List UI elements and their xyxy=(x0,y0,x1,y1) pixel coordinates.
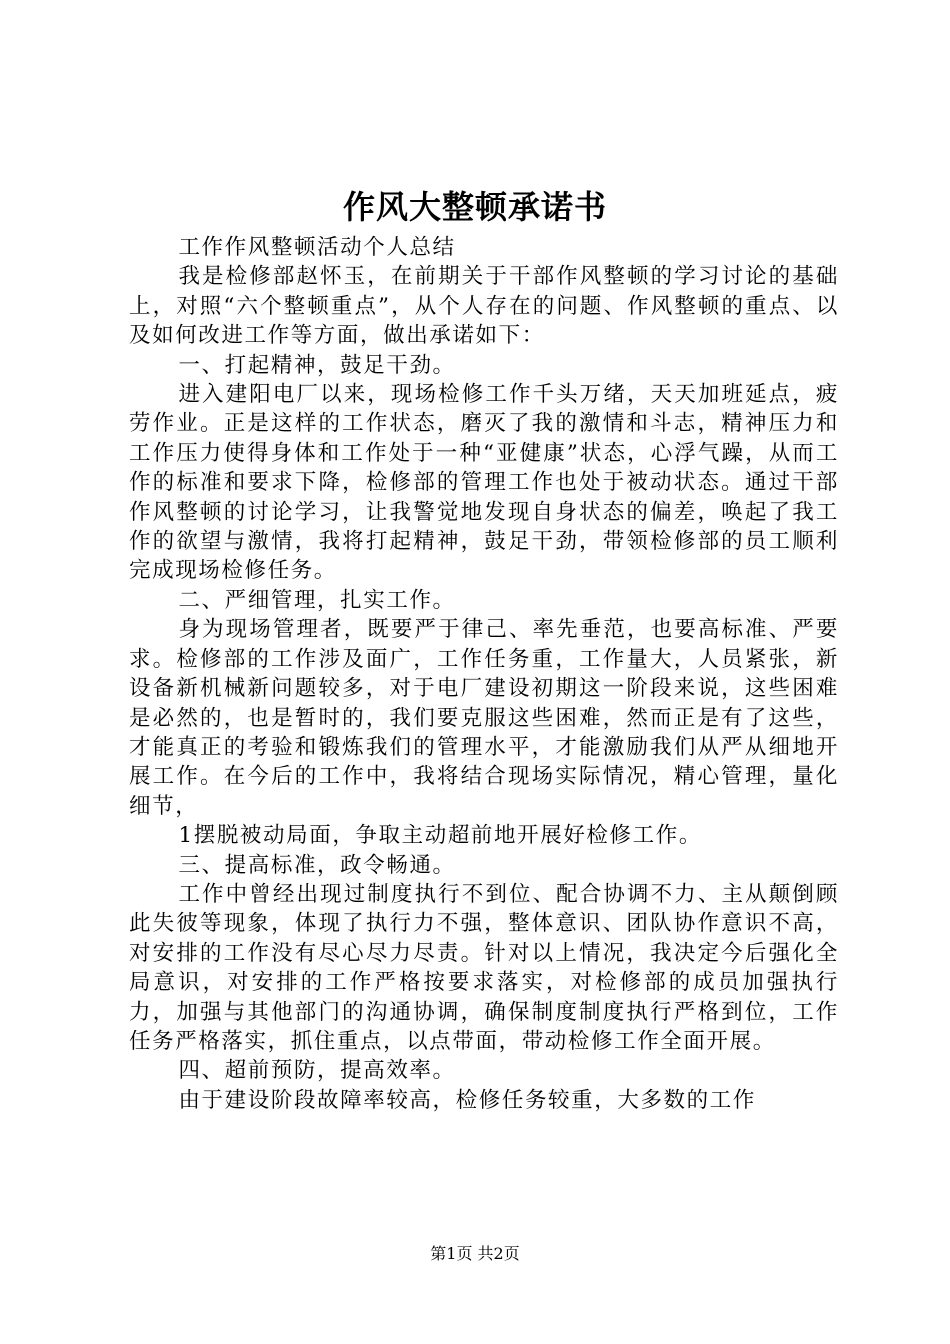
body-paragraph: 进入建阳电厂以来，现场检修工作千头万绪，天天加班延点，疲劳作业。正是这样的工作状态，磨灭了我的激情和斗志，精神压力和工作压力使得身体和工作处于一种“亚健康”状态，心浮气躁，从而工作的标准和要求下降，检修部的管理工作也处于被动状态。通过干部作风整顿的讨论学习，让我警觉地发现自身状态的偏差，唤起了我工作的欲望与激情，我将打起精神，鼓足干劲，带领检修部的员工顺利完成现场检修任务。 xyxy=(129,382,839,584)
body-paragraph: 我是检修部赵怀玉，在前期关于干部作风整顿的学习讨论的基础上，对照“六个整顿重点”，从个人存在的问题、作风整顿的重点、以及如何改进工作等方面，做出承诺如下： xyxy=(129,264,839,349)
page-number: 第1页 共2页 xyxy=(430,1244,520,1263)
body-paragraph: 由于建设阶段故障率较高，检修任务较重，大多数的工作 xyxy=(178,1087,756,1113)
document-body xyxy=(129,233,839,1115)
section-heading: 二、严细管理，扎实工作。 xyxy=(178,587,456,613)
body-paragraph: 身为现场管理者，既要严于律己、率先垂范，也要高标准、严要求。检修部的工作涉及面广，工作任务重，工作量大，人员紧张，新设备新机械新问题较多，对于电厂建设初期这一阶段来说，这些困难是必然的，也是暂时的，我们要克服这些困难，然而正是有了这些，才能真正的考验和锻炼我们的管理水平，才能激励我们从严从细地开展工作。在今后的工作中，我将结合现场实际情况，精心管理，量化细节， xyxy=(129,617,839,819)
document-title: 作风大整顿承诺书 xyxy=(342,188,607,226)
section-heading: 三、提高标准，政令畅通。 xyxy=(178,852,456,878)
section-heading: 一、打起精神，鼓足干劲。 xyxy=(178,352,456,378)
body-paragraph: 工作作风整顿活动个人总结 xyxy=(178,235,456,260)
body-paragraph: 1摆脱被动局面，争取主动超前地开展好检修工作。 xyxy=(178,823,702,849)
body-paragraph: 工作中曾经出现过制度执行不到位、配合协调不力、主从颠倒顾此失彼等现象，体现了执行力不强，整体意识、团队协作意识不高，对安排的工作没有尽心尽力尽责。针对以上情况，我决定今后强化全局意识，对安排的工作严格按要求落实，对检修部的成员加强执行力，加强与其他部门的沟通协调，确保制度制度执行严格到位，工作任务严格落实，抓住重点，以点带面，带动检修工作全面开展。 xyxy=(129,881,839,1054)
section-heading: 四、超前预防，提高效率。 xyxy=(178,1058,456,1084)
